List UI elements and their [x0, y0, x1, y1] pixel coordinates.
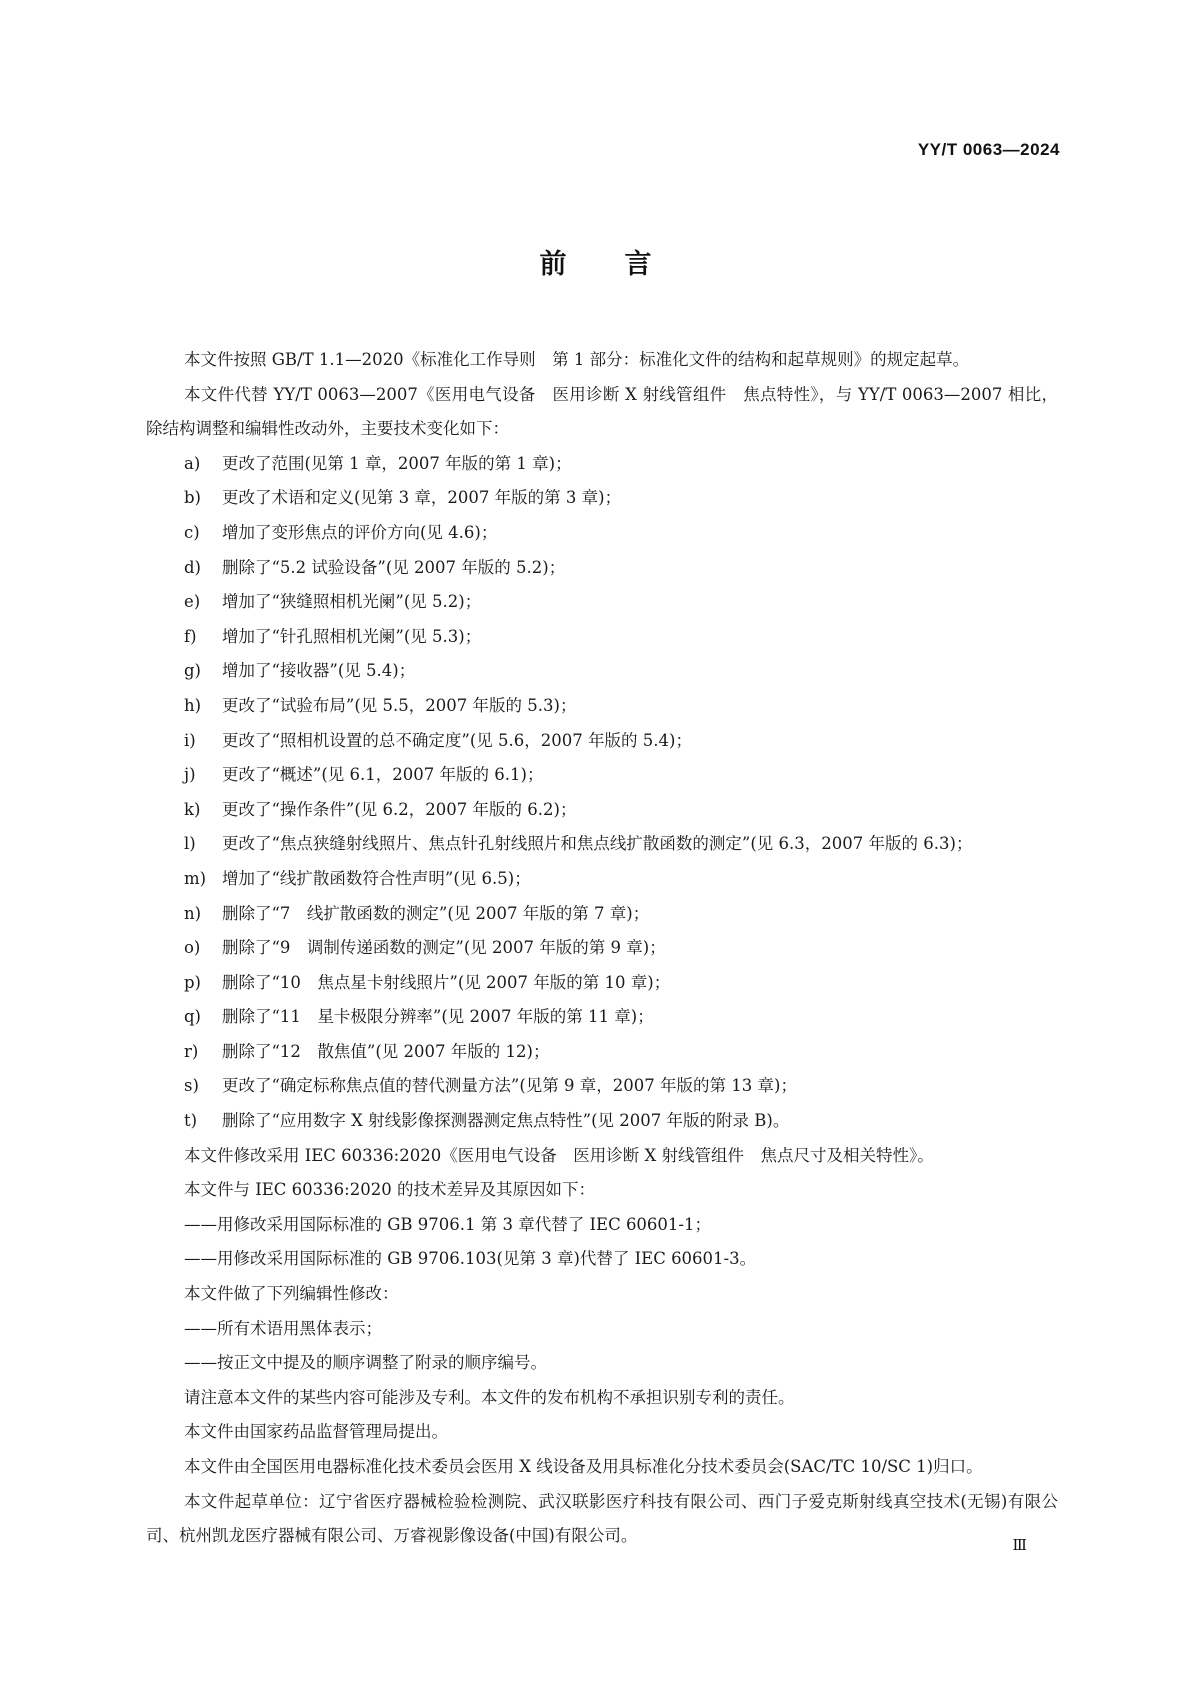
intro-paragraph: 本文件按照 GB/T 1.1—2020《标准化工作导则 第 1 部分：标准化文件的结构和起草规则》的规定起草。 [184, 350, 970, 369]
list-item [146, 758, 1058, 793]
patent-notice: 请注意本文件的某些内容可能涉及专利。本文件的发布机构不承担识别专利的责任。 [184, 1387, 795, 1407]
list-item-text: 删除了“11 星卡极限分辨率”(见 2007 年版的第 11 章)； [222, 1007, 654, 1027]
list-item-label: d) [184, 557, 201, 577]
list-item [146, 551, 1058, 586]
list-item [146, 1104, 1058, 1139]
list-item-text: 删除了“5.2 试验设备”(见 2007 年版的 5.2)； [222, 557, 566, 577]
list-item-label: i) [184, 730, 196, 750]
list-item-text: 增加了“针孔照相机光阑”(见 5.3)； [222, 626, 482, 646]
list-item-label: p) [184, 972, 201, 992]
list-item-text: 增加了变形焦点的评价方向(见 4.6)； [222, 522, 498, 542]
list-item [146, 447, 1058, 482]
list-item [146, 897, 1058, 932]
list-item [146, 585, 1058, 620]
list-item-text: 增加了“接收器”(见 5.4)； [222, 661, 416, 681]
page-number: Ⅲ [1012, 1536, 1027, 1554]
list-item-label: a) [184, 453, 201, 473]
list-item [146, 1035, 1058, 1070]
intro-paragraph: 本文件代替 YY/T 0063—2007《医用电气设备 医用诊断 X 射线管组件 焦点特性》，与 YY/T 0063—2007 相比，除结构调整和编辑性改动外，主要技术变化如下： [146, 384, 1058, 439]
list-item-label: m) [184, 868, 207, 888]
list-item-label: o) [184, 938, 201, 958]
list-item [146, 689, 1058, 724]
list-item-text: 更改了“试验布局”(见 5.5，2007 年版的 5.3)； [222, 695, 577, 715]
list-item-text: 删除了“7 线扩散函数的测定”(见 2007 年版的第 7 章)； [222, 903, 650, 923]
list-item [146, 1000, 1058, 1035]
list-item-text: 删除了“10 焦点星卡射线照片”(见 2007 年版的第 10 章)； [222, 972, 671, 992]
committee-paragraph: 本文件由全国医用电器标准化技术委员会医用 X 线设备及用具标准化分技术委员会(SAC/TC 10/SC 1)归口。 [184, 1457, 983, 1476]
list-item-text: 更改了“焦点狭缝射线照片、焦点针孔射线照片和焦点线扩散函数的测定”(见 6.3，2007 年版的 6.3)； [222, 834, 973, 854]
list-item [146, 827, 1058, 862]
list-item-label: j) [184, 765, 196, 785]
drafting-units-paragraph: 本文件起草单位：辽宁省医疗器械检验检测院、武汉联影医疗科技有限公司、西门子爱克斯射线真空技术(无锡)有限公司、杭州凯龙医疗器械有限公司、万睿视影像设备(中国)有限公司。 [146, 1491, 1058, 1546]
list-item-label: f) [184, 626, 197, 646]
editorial-item: ——按正文中提及的顺序调整了附录的顺序编号。 [184, 1353, 547, 1373]
list-item-text: 删除了“9 调制传递函数的测定”(见 2007 年版的第 9 章)； [222, 938, 666, 958]
list-item-text: 增加了“线扩散函数符合性声明”(见 6.5)； [222, 868, 531, 888]
foreword-body [146, 343, 1058, 1554]
list-item-text: 删除了“应用数字 X 射线影像探测器测定焦点特性”(见 2007 年版的附录 B)。 [222, 1111, 790, 1131]
difference-item: ——用修改采用国际标准的 GB 9706.103(见第 3 章)代替了 IEC 60601-3。 [184, 1249, 757, 1269]
list-item-text: 删除了“12 散焦值”(见 2007 年版的 12)； [222, 1041, 550, 1061]
list-item [146, 966, 1058, 1001]
list-item-label: h) [184, 695, 202, 715]
changes-list [146, 447, 1058, 1139]
list-item [146, 724, 1058, 759]
editorial-intro: 本文件做了下列编辑性修改： [184, 1284, 399, 1304]
list-item-label: q) [184, 1007, 201, 1027]
adoption-paragraph: 本文件修改采用 IEC 60336:2020《医用电气设备 医用诊断 X 射线管组件 焦点尺寸及相关特性》。 [184, 1145, 934, 1165]
list-item-text: 更改了术语和定义(见第 3 章，2007 年版的第 3 章)； [222, 488, 622, 508]
list-item [146, 931, 1058, 966]
list-item [146, 481, 1058, 516]
list-item-text: 更改了“确定标称焦点值的替代测量方法”(见第 9 章，2007 年版的第 13 章)； [222, 1076, 797, 1096]
list-item-label: b) [184, 488, 201, 508]
list-item-text: 增加了“狭缝照相机光阑”(见 5.2)； [222, 592, 482, 612]
list-item-text: 更改了范围(见第 1 章，2007 年版的第 1 章)； [222, 453, 572, 473]
list-item-text: 更改了“照相机设置的总不确定度”(见 5.6，2007 年版的 5.4)； [222, 730, 692, 750]
page-title: 前言 [539, 249, 710, 280]
list-item [146, 1069, 1058, 1104]
standard-number: YY/T 0063—2024 [917, 140, 1060, 159]
differences-intro: 本文件与 IEC 60336:2020 的技术差异及其原因如下： [184, 1180, 595, 1200]
list-item-label: g) [184, 661, 201, 681]
list-item-label: s) [184, 1076, 199, 1096]
list-item-label: e) [184, 592, 201, 612]
list-item [146, 620, 1058, 655]
list-item [146, 862, 1058, 897]
difference-item: ——用修改采用国际标准的 GB 9706.1 第 3 章代替了 IEC 60601-1； [184, 1214, 712, 1234]
list-item [146, 654, 1058, 689]
list-item [146, 516, 1058, 551]
list-item-label: n) [184, 903, 202, 923]
list-item-label: l) [184, 834, 196, 854]
list-item-text: 更改了“操作条件”(见 6.2，2007 年版的 6.2)； [222, 799, 577, 819]
list-item [146, 793, 1058, 828]
list-item-label: k) [184, 799, 201, 819]
list-item-label: c) [184, 522, 200, 542]
proposer-paragraph: 本文件由国家药品监督管理局提出。 [184, 1422, 448, 1442]
list-item-label: t) [184, 1111, 198, 1131]
editorial-item: ——所有术语用黑体表示； [184, 1318, 382, 1338]
list-item-label: r) [184, 1041, 199, 1061]
list-item-text: 更改了“概述”(见 6.1，2007 年版的 6.1)； [222, 765, 544, 785]
